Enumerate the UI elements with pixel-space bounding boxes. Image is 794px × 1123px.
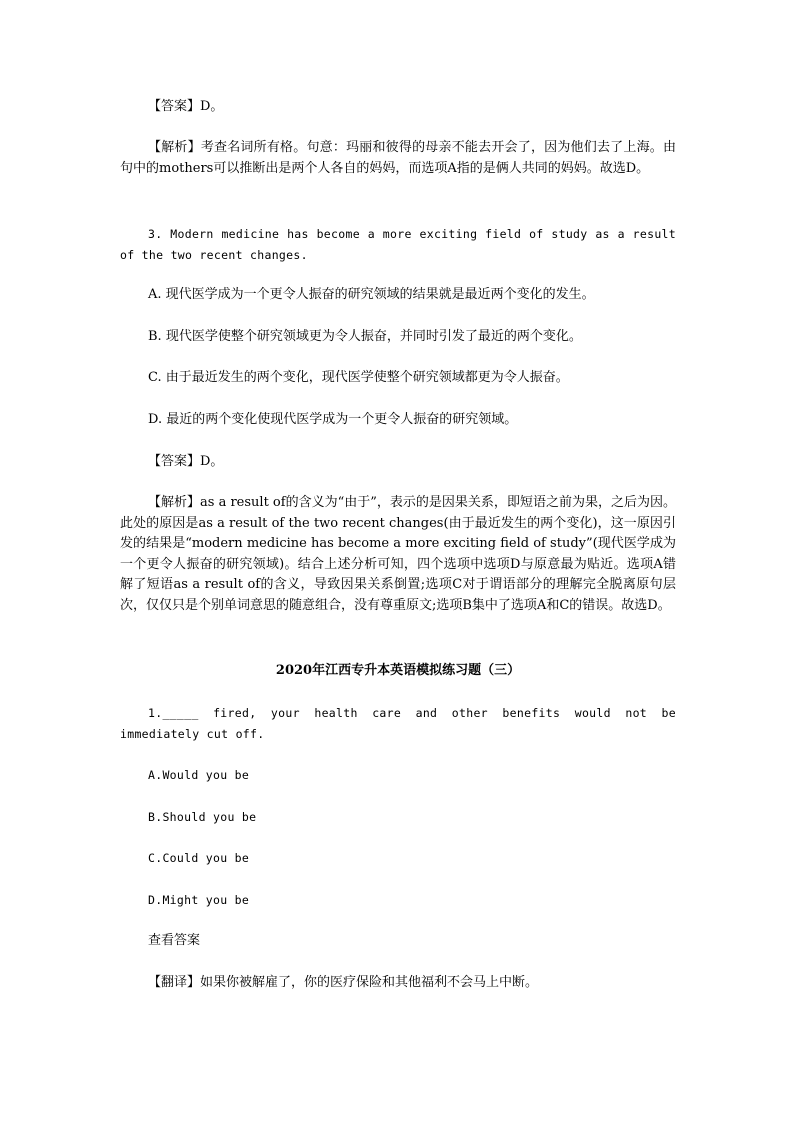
option-c: C. 由于最近发生的两个变化，现代医学使整个研究领域都更为令人振奋。 [148,370,569,385]
option-a: A. 现代医学成为一个更令人振奋的研究领域的结果就是最近两个变化的发生。 [148,287,595,302]
option-b: B.Should you be [148,810,257,824]
translation-line: 【翻译】如果你被解雇了，你的医疗保险和其他福利不会马上中断。 [148,975,539,990]
view-answer-link[interactable]: 查看答案 [148,933,201,948]
answer-line: 【答案】D。 [148,99,224,114]
option-b: B. 现代医学使整个研究领域更为令人振奋，并同时引发了最近的两个变化。 [148,329,582,344]
question-stem: 3. Modern medicine has become a more exciting field of study as a result of the two recent changes. [120,227,676,262]
explanation-paragraph: 【解析】考查名词所有格。句意：玛丽和彼得的母亲不能去开会了，因为他们去了上海。由句中的mothers可以推断出是两个人各自的妈妈，而选项A指的是俩人共同的妈妈。故选D。 [120,140,676,176]
explanation-paragraph: 【解析】as a result of的含义为“由于”，表示的是因果关系，即短语之前为果，之后为因。此处的原因是as a result of the two recent changes(由于最近发生的两个变化)，这一原因引发的结果是“modern medicine has become a more exciting field of study”(现代医学成为一个更令人振奋的研究领域)。结合上述分析可知，四个选项中选项D与原意最为贴近。选项A错解了短语as a result of的含义，导致因果关系倒置;选项C对于谓语部分的理解完全脱离原句层次，仅仅只是个别单词意思的随意组合，没有尊重原文;选项B集中了选项A和C的错误。故选D。 [120,495,676,613]
option-c: C.Could you be [148,851,250,865]
option-d: D. 最近的两个变化使现代医学成为一个更令人振奋的研究领域。 [148,412,518,427]
question-stem: 1._____ fired, your health care and other benefits would not be immediately cut off. [120,706,676,741]
section-title: 2020年江西专升本英语模拟练习题（三） [275,663,521,678]
option-d: D.Might you be [148,893,250,907]
answer-line: 【答案】D。 [148,454,224,469]
option-a: A.Would you be [148,768,250,782]
